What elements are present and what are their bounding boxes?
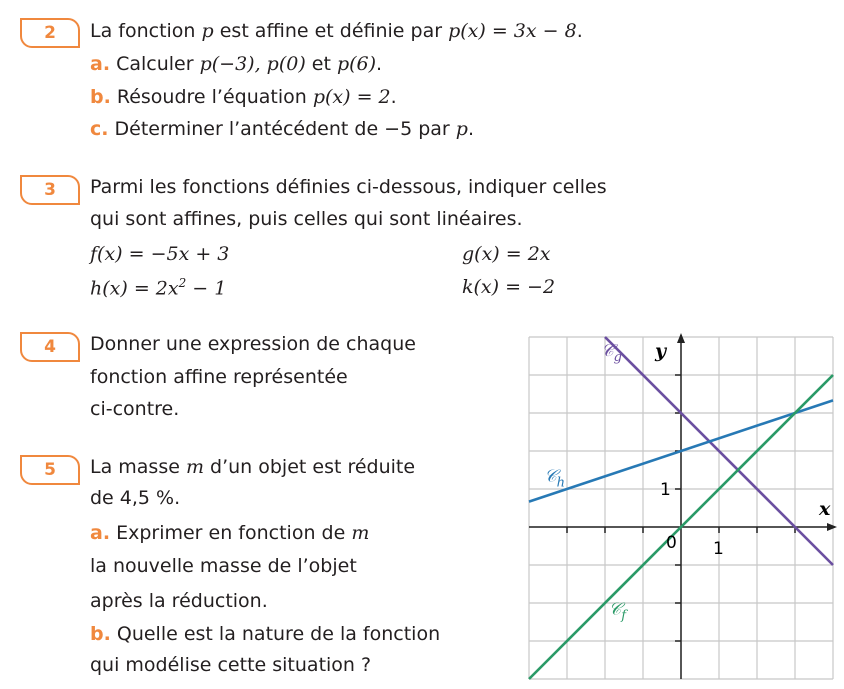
function-k: k(x) = −2 [462, 276, 556, 298]
exercise-number-badge: 2 [20, 18, 80, 48]
ex5-line7: qui modélise cette situation ? [90, 654, 372, 676]
curve-label-g: 𝒞$_g$ [601, 341, 622, 365]
y-tick-label: 1 [660, 480, 671, 500]
ex5-question-a: a. Exprimer en fonction de m [90, 522, 370, 544]
function-f: f(x) = −5x + 3 [90, 243, 230, 265]
curve-label-subscript: g [613, 350, 622, 365]
ex3-statement-line1: Parmi les fonctions définies ci-dessous, indiquer celles [90, 176, 607, 198]
exercise-number-badge: 5 [20, 455, 80, 485]
x-tick-label: 1 [713, 539, 724, 559]
exercise-number-badge: 3 [20, 175, 80, 205]
origin-label: 0 [666, 533, 677, 553]
y-axis-label: y [655, 340, 667, 362]
exercise-number-badge: 4 [20, 332, 80, 362]
ex2-statement: La fonction p est affine et définie par p(x) = 3x − 8. [90, 20, 583, 42]
ex5-line2: de 4,5 %. [90, 487, 181, 509]
function-g: g(x) = 2x [462, 243, 551, 265]
x-axis-arrow-icon [827, 523, 837, 531]
curve-label-h: 𝒞$_h$ [544, 466, 565, 491]
ex2-question-b: b. Résoudre l’équation p(x) = 2. [90, 86, 397, 108]
y-axis-arrow-icon [677, 333, 685, 343]
ex4-line: fonction affine représentée [90, 366, 348, 388]
ex4-line: ci-contre. [90, 398, 180, 420]
curve-label-f: 𝒞$_f$ [609, 599, 628, 623]
ex3-statement-line2: qui sont affines, puis celles qui sont linéaires. [90, 208, 523, 230]
ex5-line1: La masse m d’un objet est réduite [90, 456, 416, 478]
ex5-question-b: b. Quelle est la nature de la fonction [90, 623, 441, 645]
curve-label-subscript: f [621, 608, 627, 624]
axes [529, 333, 837, 679]
x-axis-label: x [819, 498, 831, 520]
function-h: $h(x) = 2x^2 - 1$ [90, 276, 227, 300]
ex2-question-a: a. Calculer p(−3), p(0) et p(6). [90, 53, 383, 75]
ex4-line: Donner une expression de chaque [90, 333, 416, 355]
ex2-question-c: c. Déterminer l’antécédent de −5 par p. [90, 118, 475, 140]
curve-label-subscript: h [556, 475, 565, 491]
function-graph [520, 330, 844, 689]
ex5-line4: la nouvelle masse de l’objet [90, 555, 357, 577]
ex5-line5: après la réduction. [90, 590, 268, 612]
